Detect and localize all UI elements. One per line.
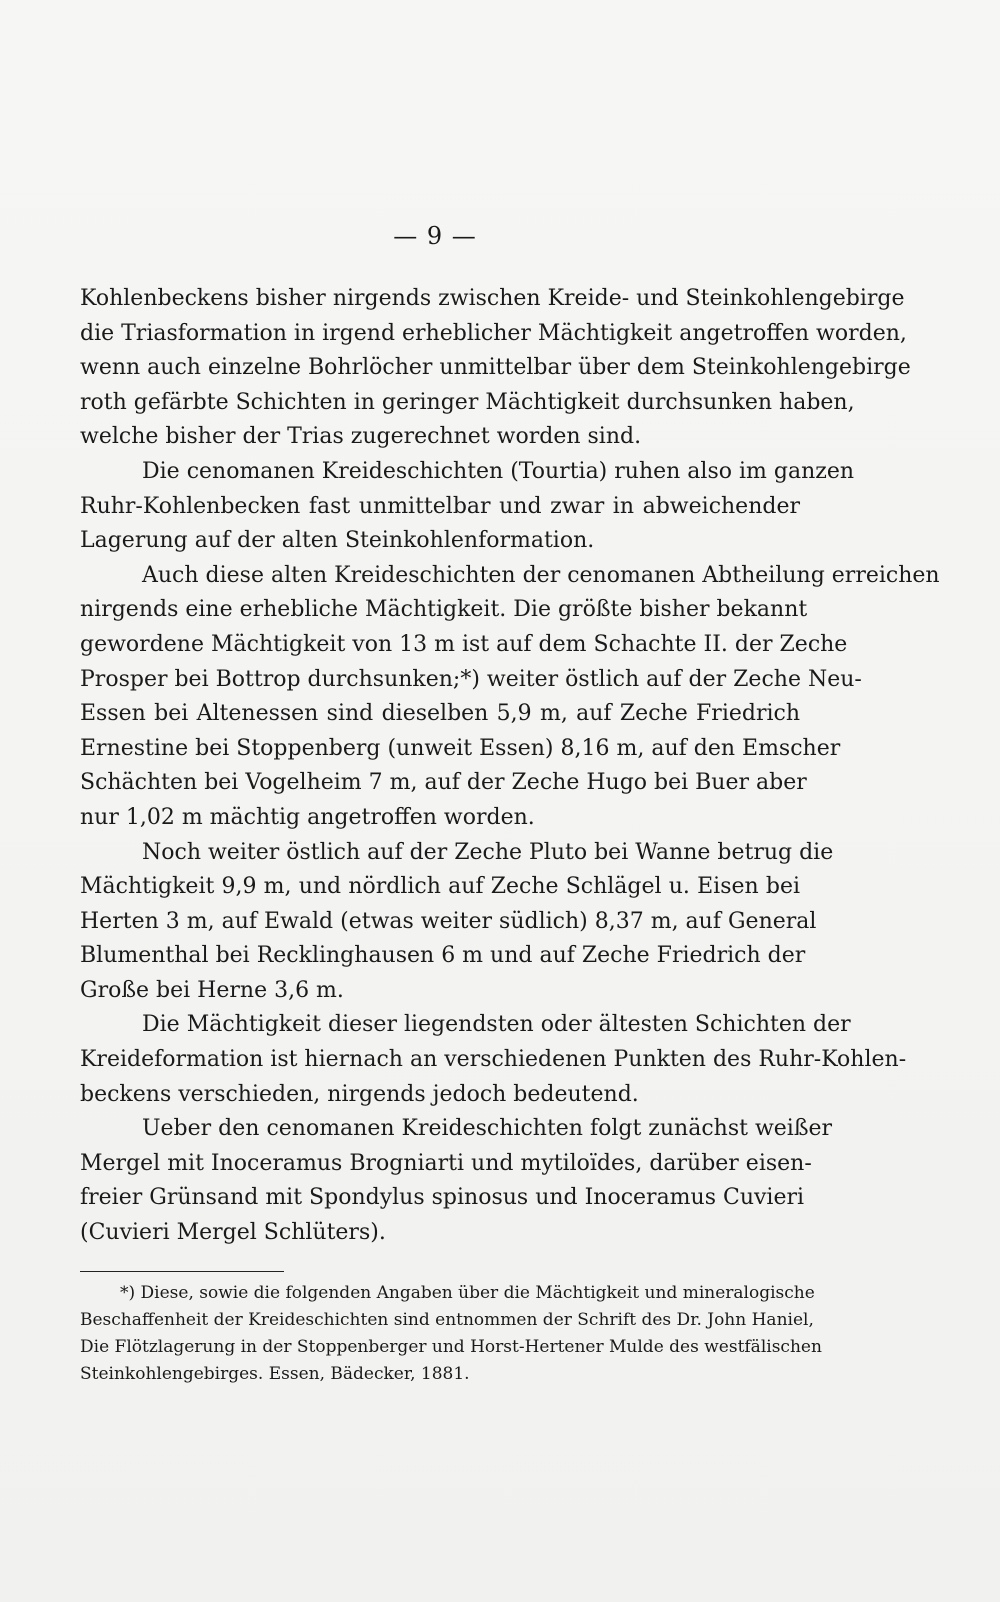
text-line: nirgends eine erhebliche Mächtigkeit. Die größte bisher bekannt (80, 597, 808, 623)
footnote-separator (80, 1271, 284, 1272)
text-line: Schächten bei Vogelheim 7 m, auf der Zeche Hugo bei Buer aber (80, 770, 807, 796)
text-line: wenn auch einzelne Bohrlöcher unmittelbar über dem Steinkohlengebirge (80, 355, 911, 381)
page-number: — 9 — (393, 222, 477, 250)
text-line: freier Grünsand mit Spondylus spinosus und Inoceramus Cuvieri (80, 1185, 805, 1211)
text-line: Große bei Herne 3,6 m. (80, 977, 344, 1003)
text-line: Herten 3 m, auf Ewald (etwas weiter südlich) 8,37 m, auf General (80, 908, 817, 934)
text-line: Kohlenbeckens bisher nirgends zwischen Kreide- und Steinkohlengebirge (80, 286, 905, 311)
text-line: beckens verschieden, nirgends jedoch bedeutend. (80, 1081, 639, 1107)
footnote-line: *) Diese, sowie die folgenden Angaben über die Mächtigkeit und mineralogische (120, 1283, 815, 1303)
text-line: welche bisher der Trias zugerechnet worden sind. (80, 424, 642, 450)
text-line: Ernestine bei Stoppenberg (unweit Essen) 8,16 m, auf den Emscher (80, 735, 841, 761)
text-line: Lagerung auf der alten Steinkohlenformation. (80, 528, 595, 554)
text-line: Blumenthal bei Recklinghausen 6 m und auf Zeche Friedrich der (80, 943, 806, 969)
text-line: Noch weiter östlich auf der Zeche Pluto bei Wanne betrug die (142, 839, 834, 865)
footnote-line: Beschaffenheit der Kreideschichten sind entnommen der Schrift des Dr. John Haniel, (80, 1310, 814, 1330)
text-line: nur 1,02 m mächtig angetroffen worden. (80, 804, 535, 830)
text-line: Die Mächtigkeit dieser liegendsten oder ältesten Schichten der (142, 1012, 851, 1038)
text-line: Kreideformation ist hiernach an verschiedenen Punkten des Ruhr-Kohlen- (80, 1047, 907, 1073)
text-line: (Cuvieri Mergel Schlüters). (80, 1220, 386, 1246)
text-line: Mächtigkeit 9,9 m, und nördlich auf Zeche Schlägel u. Eisen bei (80, 874, 800, 900)
body-text (80, 282, 940, 1251)
text-line: gewordene Mächtigkeit von 13 m ist auf dem Schachte II. der Zeche (80, 631, 848, 657)
text-line: Prosper bei Bottrop durchsunken;*) weiter östlich auf der Zeche Neu- (80, 666, 862, 692)
text-line: roth gefärbte Schichten in geringer Mächtigkeit durchsunken haben, (80, 389, 855, 415)
footnote-line: Die Flötzlagerung in der Stoppenberger und Horst-Hertener Mulde des westfälischen (80, 1337, 822, 1357)
text-line: Ruhr-Kohlenbecken fast unmittelbar und zwar in abweichender (80, 493, 800, 519)
text-line: Die cenomanen Kreideschichten (Tourtia) ruhen also im ganzen (142, 458, 855, 484)
footnotes (80, 1280, 822, 1388)
text-line: Essen bei Altenessen sind dieselben 5,9 m, auf Zeche Friedrich (80, 701, 800, 727)
text-line: Ueber den cenomanen Kreideschichten folgt zunächst weißer (142, 1116, 833, 1142)
text-line: Auch diese alten Kreideschichten der cenomanen Abtheilung erreichen (142, 562, 940, 588)
text-line: die Triasformation in irgend erheblicher Mächtigkeit angetroffen worden, (80, 320, 907, 346)
footnote-line: Steinkohlengebirges. Essen, Bädecker, 1881. (80, 1364, 470, 1384)
text-line: Mergel mit Inoceramus Brogniarti und mytiloïdes, darüber eisen- (80, 1150, 812, 1176)
